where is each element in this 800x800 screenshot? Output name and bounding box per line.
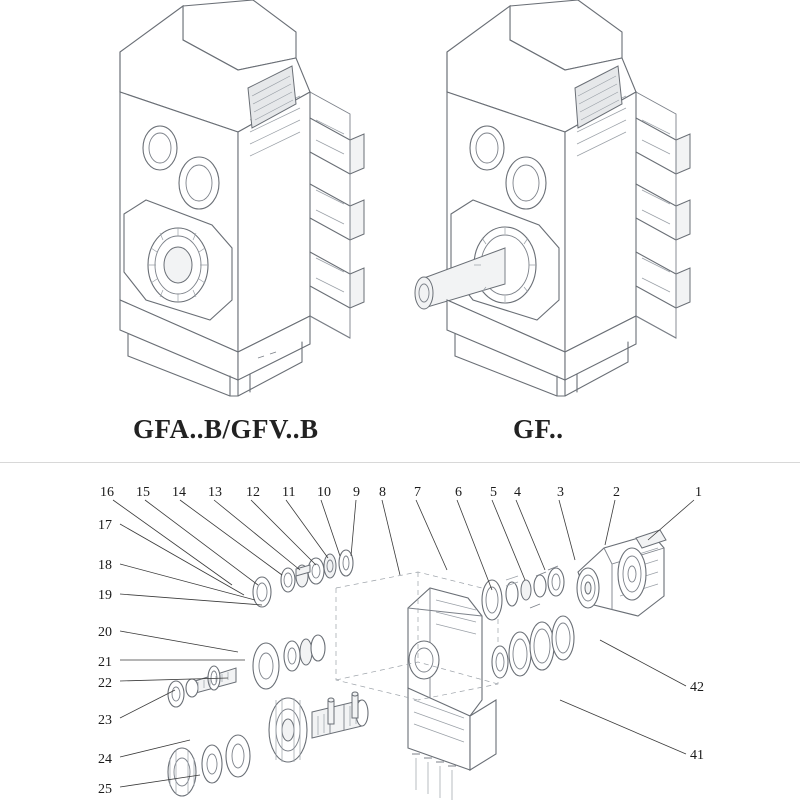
gearbox-view-right [415, 0, 690, 396]
exploded-assembly [168, 530, 666, 800]
callout-leaders [113, 500, 694, 787]
callout-number-top-14: 14 [172, 485, 186, 500]
callout-number-left-18: 18 [98, 558, 112, 573]
callout-number-left-19: 19 [98, 588, 112, 603]
gearbox-view-left [120, 0, 364, 396]
callout-number-top-7: 7 [414, 485, 421, 500]
callout-number-left-23: 23 [98, 713, 112, 728]
callout-number-top-13: 13 [208, 485, 222, 500]
callout-number-top-10: 10 [317, 485, 331, 500]
callout-number-top-12: 12 [246, 485, 260, 500]
callout-number-left-24: 24 [98, 752, 112, 767]
callout-number-left-21: 21 [98, 655, 112, 670]
section-divider [0, 462, 800, 463]
caption-left: GFA..B/GFV..B [133, 414, 319, 444]
callout-number-top-8: 8 [379, 485, 386, 500]
callout-number-top-6: 6 [455, 485, 462, 500]
callout-number-top-5: 5 [490, 485, 497, 500]
callout-number-top-3: 3 [557, 485, 564, 500]
callout-number-top-16: 16 [100, 485, 114, 500]
callout-number-top-4: 4 [514, 485, 521, 500]
callout-number-right-42: 42 [690, 680, 704, 695]
callout-number-top-2: 2 [613, 485, 620, 500]
callout-number-left-22: 22 [98, 676, 112, 691]
callout-number-top-1: 1 [695, 485, 702, 500]
callout-number-left-20: 20 [98, 625, 112, 640]
caption-right: GF.. [513, 414, 564, 444]
callout-number-top-9: 9 [353, 485, 360, 500]
callout-number-top-11: 11 [282, 485, 296, 500]
callout-number-left-17: 17 [98, 518, 112, 533]
callout-number-top-15: 15 [136, 485, 150, 500]
callout-number-left-25: 25 [98, 782, 112, 797]
callout-number-right-41: 41 [690, 748, 704, 763]
